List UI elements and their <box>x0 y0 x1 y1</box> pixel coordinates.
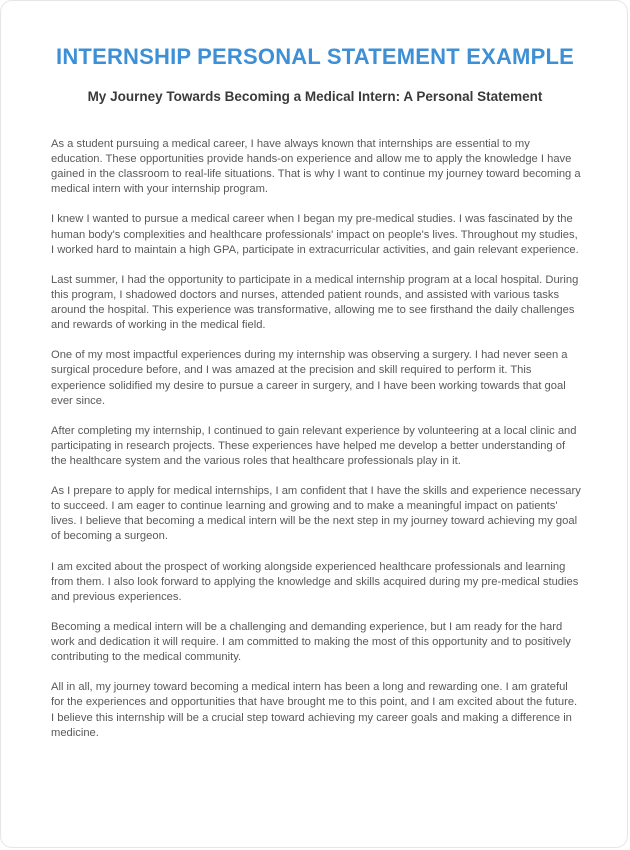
paragraph-8: Becoming a medical intern will be a challenging and demanding experience, but I am ready for the hard work and dedication it will require. I am committed to making the most of this opportunity and to positively contributing to the medical community. <box>51 621 571 664</box>
statement-body <box>51 137 581 756</box>
paragraph-6: As I prepare to apply for medical internships, I am confident that I have the skills and experience necessary to succeed. I am eager to continue learning and growing and to make a meaningful impact on patients' lives. I believe that becoming a medical intern will be the next step in my journey toward achieving my goal of becoming a surgeon. <box>51 485 581 543</box>
paragraph-3: Last summer, I had the opportunity to participate in a medical internship program at a local hospital. During this program, I shadowed doctors and nurses, attended patient rounds, and assisted with various tasks around the hospital. This experience was transformative, allowing me to see firsthand the daily challenges and rewards of working in the medical field. <box>51 273 579 332</box>
paragraph-5: After completing my internship, I continued to gain relevant experience by volunteering at a local clinic and participating in research projects. These experiences have helped me develop a better understanding of the healthcare system and the various roles that healthcare professionals play in it. <box>51 424 577 467</box>
page-subtitle: My Journey Towards Becoming a Medical Intern: A Personal Statement <box>87 89 543 104</box>
paragraph-9: All in all, my journey toward becoming a medical intern has been a long and rewarding one. I am grateful for the experiences and opportunities that have brought me to this point, and I am excited about the future. I believe this internship will be a crucial step toward achieving my career goals and making a difference in medicine. <box>51 681 578 739</box>
page-title: INTERNSHIP PERSONAL STATEMENT EXAMPLE <box>56 44 574 69</box>
paragraph-1: As a student pursuing a medical career, I have always known that internships are essential to my education. These opportunities provide hands-on experience and allow me to apply the knowledge I have gained in the classroom to real-life situations. That is why I want to continue my journey toward becoming a medical intern with your internship program. <box>51 138 581 196</box>
paragraph-2: I knew I wanted to pursue a medical career when I began my pre-medical studies. I was fascinated by the human body's complexities and healthcare professionals' impact on people's lives. Throughout my studies, I worked hard to maintain a high GPA, participate in extracurricular activities, and gain relevant experience. <box>51 213 579 256</box>
paragraph-7: I am excited about the prospect of working alongside experienced healthcare professionals and learning from them. I also look forward to applying the knowledge and skills acquired during my pre-medical studies and previous experiences. <box>51 560 579 603</box>
paragraph-4: One of my most impactful experiences during my internship was observing a surgery. I had never seen a surgical procedure before, and I was amazed at the precision and skill required to perform it. This experience solidified my desire to pursue a career in surgery, and I have been working towards that goal ever since. <box>51 349 568 407</box>
